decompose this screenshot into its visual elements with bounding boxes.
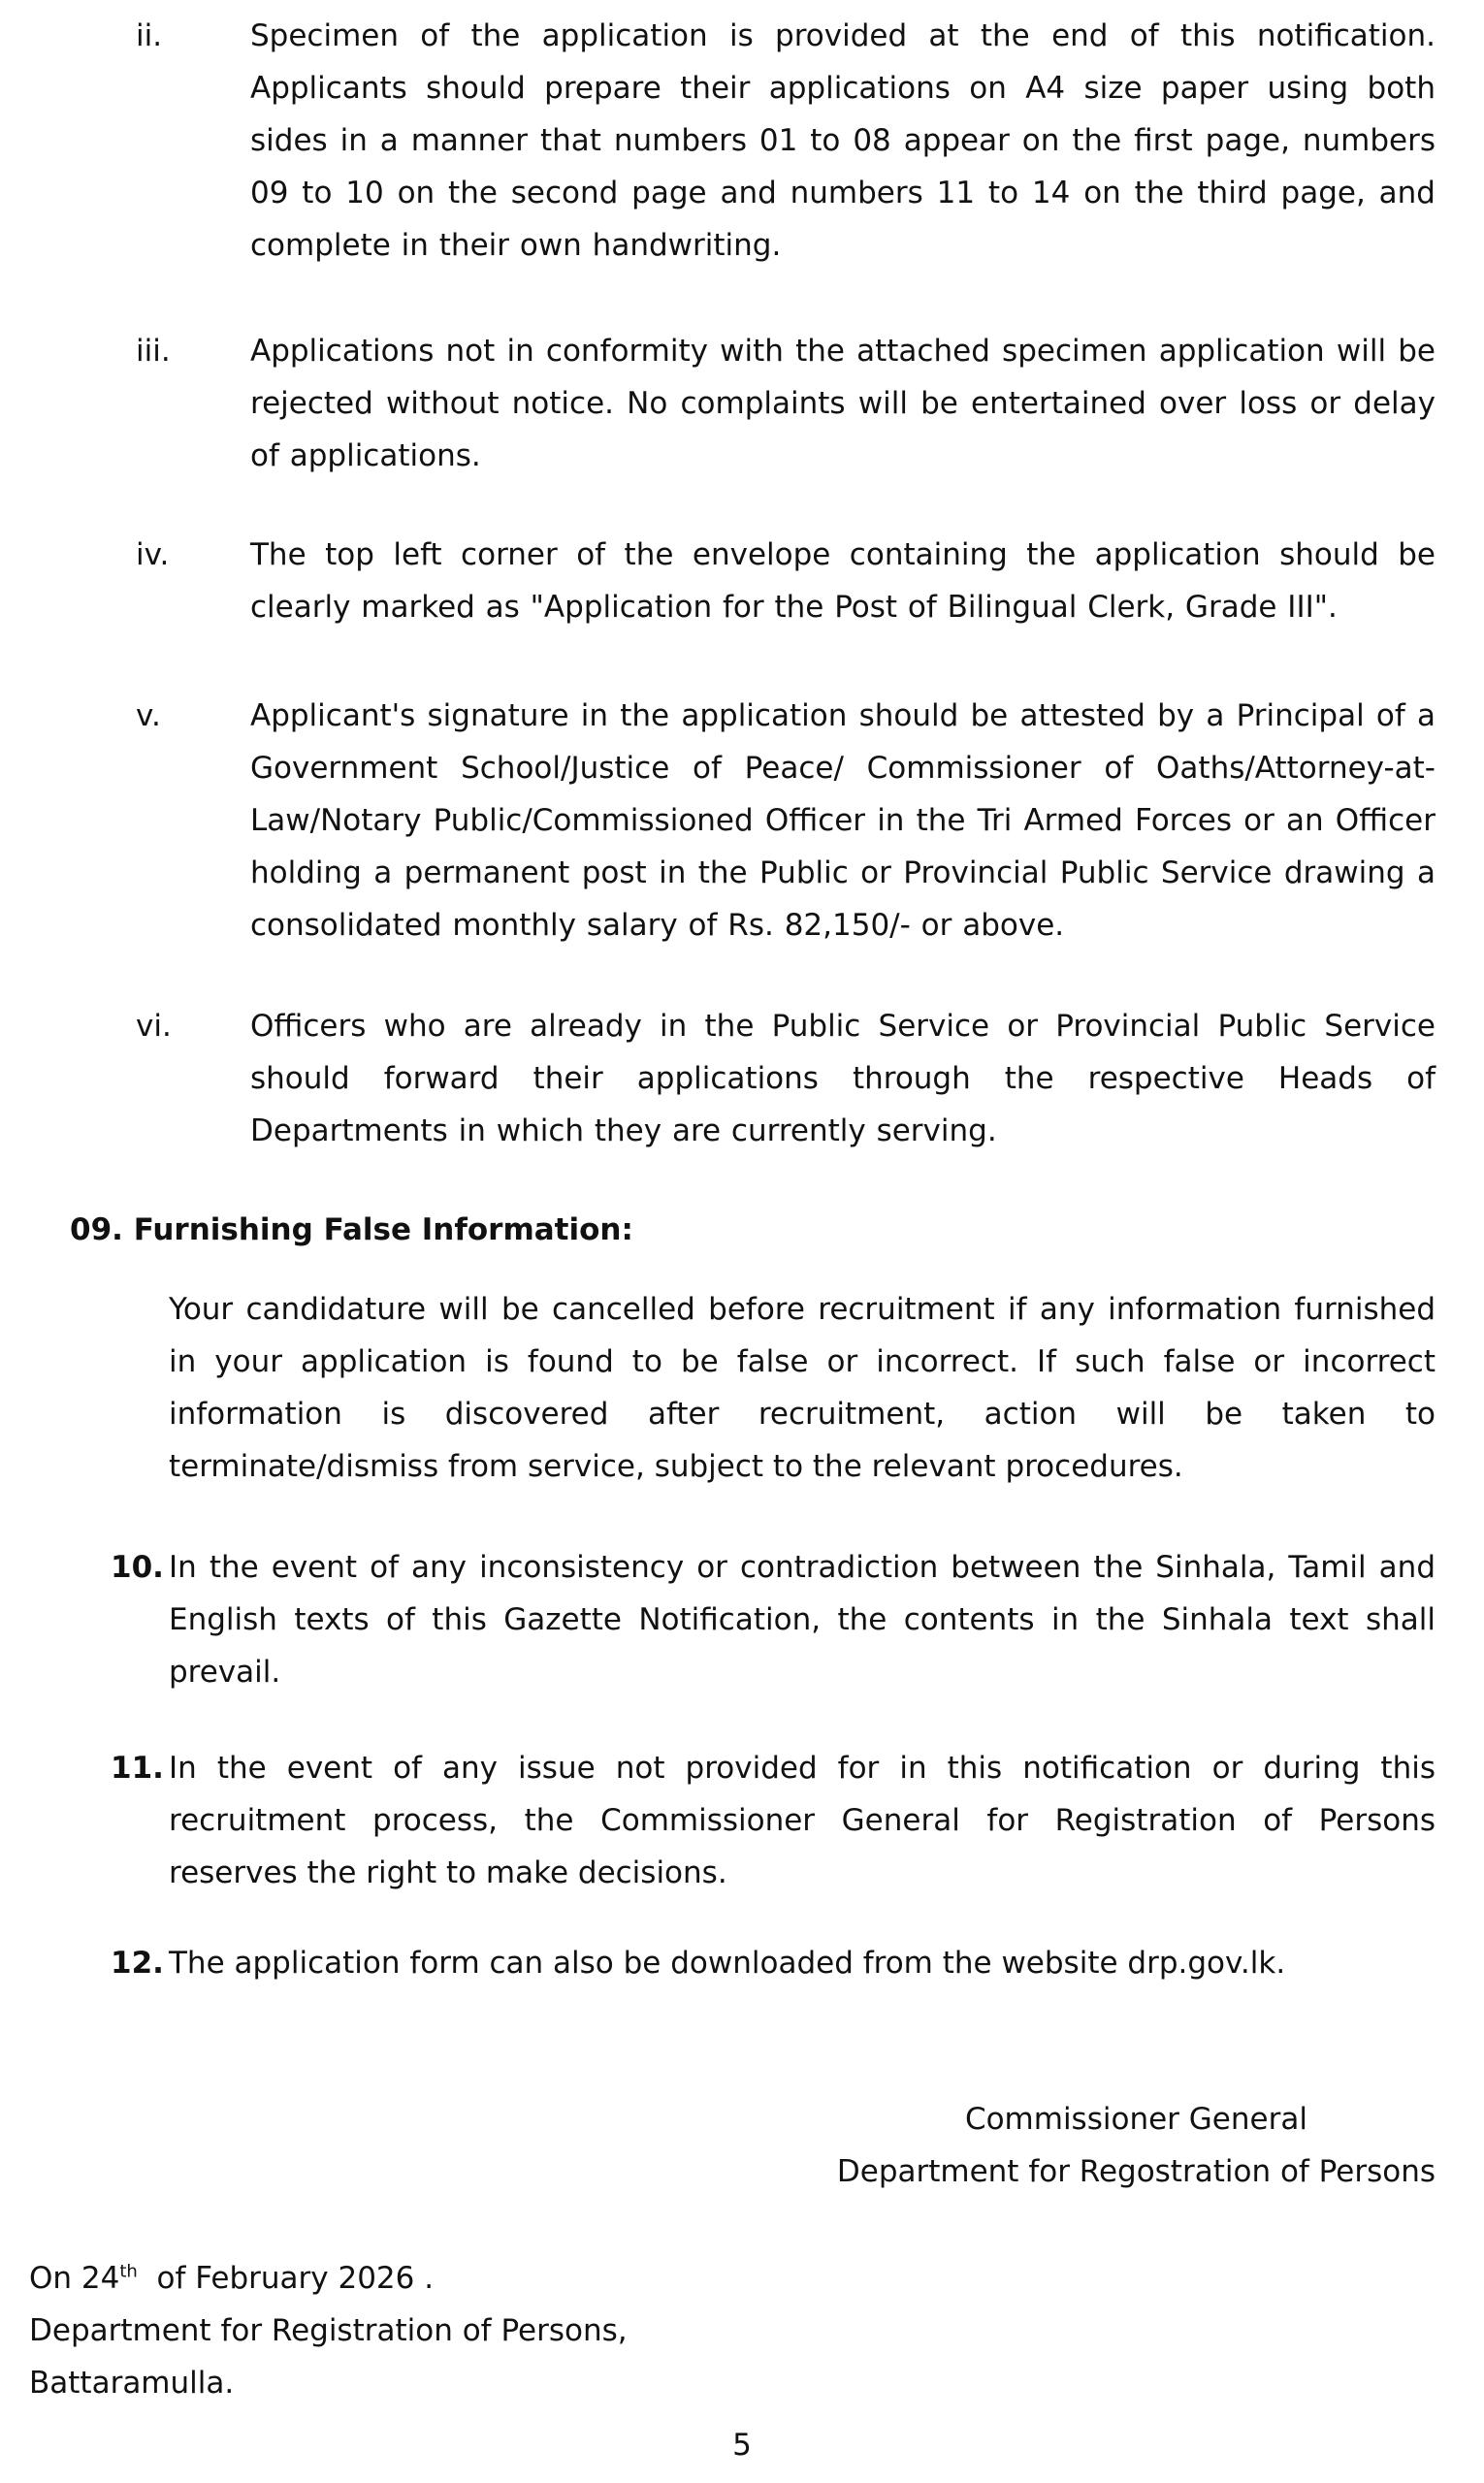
numbered-item-12 bbox=[111, 1937, 1436, 1989]
list-item-iv bbox=[136, 529, 1436, 633]
numbered-item-11 bbox=[111, 1742, 1436, 1899]
list-item-iii bbox=[136, 325, 1436, 482]
signature-title: Commissioner General bbox=[964, 2102, 1307, 2137]
numbered-item-text: In the event of any issue not provided for in this notification or during this recruitment process, the Commissioner General for Registration of Persons reserves the right to make decisions. bbox=[169, 1751, 1436, 1890]
list-item-v bbox=[136, 690, 1436, 951]
numbered-item-label: 11. bbox=[111, 1751, 164, 1786]
address-location: Battaramulla. bbox=[29, 2366, 235, 2401]
date-ordinal-suffix: th bbox=[119, 2261, 138, 2282]
numbered-item-label: 10. bbox=[111, 1550, 164, 1585]
date-line bbox=[29, 2252, 628, 2305]
numbered-item-label: 12. bbox=[111, 1946, 164, 1981]
section-09-paragraph: Your candidature will be cancelled before recruitment if any information furnished in your application is found to be false or incorrect. If such false or incorrect information is discovered after recruitment, action will be taken to terminate/dismiss from service, subject to the relevant procedures. bbox=[169, 1292, 1436, 1484]
numbered-item-text: The application form can also be downloaded from the website drp.gov.lk. bbox=[169, 1946, 1286, 1981]
list-item-text: Applicant's signature in the application should be attested by a Principal of a Government School/Justice of Peace/ Commissioner of Oaths/Attorney-at-Law/Notary Public/Commissioned Officer in the Tri Armed Forces or an Officer holding a permanent post in the Public or Provincial Public Service drawing a consolidated monthly salary of Rs. 82,150/- or above. bbox=[250, 698, 1436, 943]
list-item-text: Specimen of the application is provided at the end of this notification. Applicants should prepare their applications on A4 size paper using both sides in a manner that numbers 01 to 08 appear on the first page, numbers 09 to 10 on the second page and numbers 11 to 14 on the third page, and complete in their own handwriting. bbox=[250, 18, 1436, 263]
section-heading-09: 09. Furnishing False Information: bbox=[70, 1212, 633, 1247]
numbered-item-10 bbox=[111, 1541, 1436, 1698]
list-item-number: iv. bbox=[136, 537, 170, 572]
numbered-item-text: In the event of any inconsistency or contradiction between the Sinhala, Tamil and English texts of this Gazette Notification, the contents in the Sinhala text shall prevail. bbox=[169, 1550, 1436, 1690]
list-item-number: vi. bbox=[136, 1009, 172, 1044]
list-item-vi bbox=[136, 1000, 1436, 1157]
list-item-number: v. bbox=[136, 698, 161, 733]
signature-block bbox=[837, 2093, 1436, 2198]
list-item-number: iii. bbox=[136, 334, 171, 369]
list-item-ii bbox=[136, 10, 1436, 272]
address-department: Department for Registration of Persons, bbox=[29, 2313, 628, 2348]
date-prefix: On 24 bbox=[29, 2261, 120, 2296]
list-item-text: Officers who are already in the Public Service or Provincial Public Service should forward their applications through the respective Heads of Departments in which they are currently serving. bbox=[250, 1009, 1436, 1148]
list-item-number: ii. bbox=[136, 18, 163, 53]
list-item-text: The top left corner of the envelope containing the application should be clearly marked as "Application for the Post of Bilingual Clerk, Grade III". bbox=[250, 537, 1436, 625]
signature-department: Department for Regostration of Persons bbox=[836, 2154, 1436, 2189]
list-item-text: Applications not in conformity with the attached specimen application will be rejected without notice. No complaints will be entertained over loss or delay of applications. bbox=[250, 334, 1436, 473]
date-suffix: of February 2026 . bbox=[137, 2261, 435, 2296]
page-number: 5 bbox=[732, 2428, 752, 2463]
date-and-address bbox=[29, 2252, 628, 2409]
